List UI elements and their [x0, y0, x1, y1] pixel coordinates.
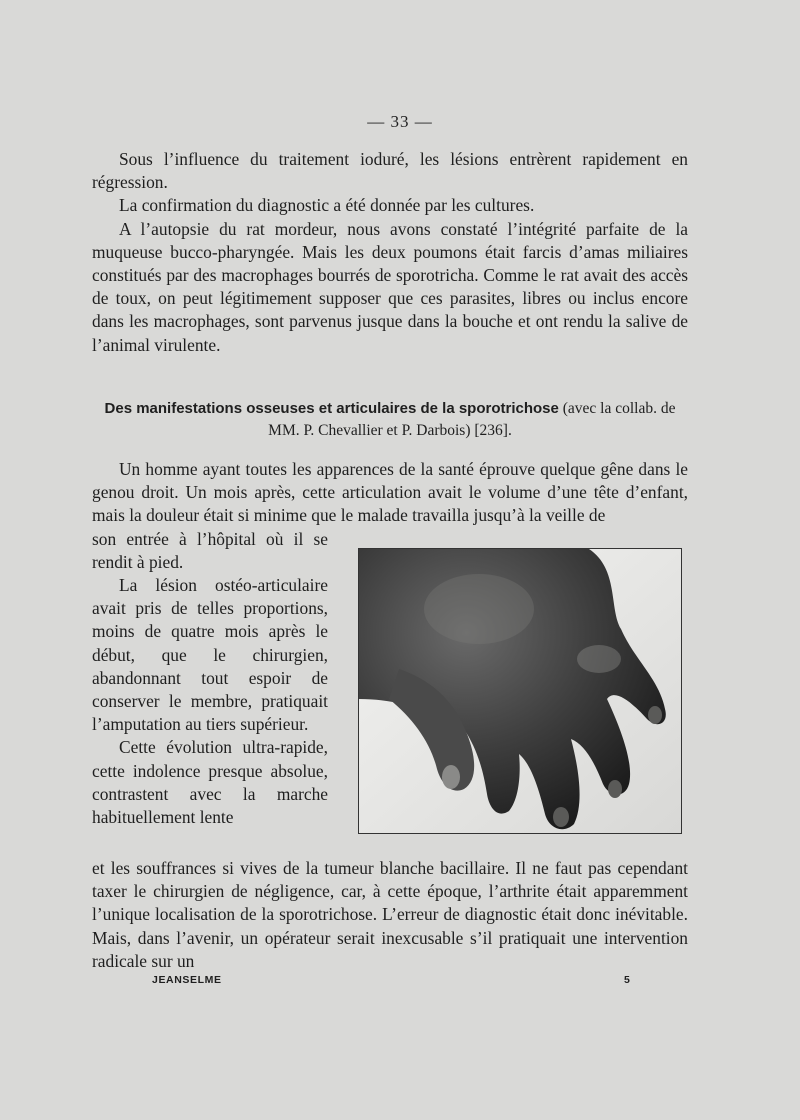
paragraph-autopsy: A l’autopsie du rat mordeur, nous avons constaté l’intégrité parfaite de la muqueuse bucco-pharyngée. Mais les deux poumons était farcis d’amas miliaires constitués par des macrophages bourrés de sporotricha. Comme le rat avait des accès de toux, on peut légitimement supposer que ces parasites, libres ou inclus encore dans les macrophages, sont parvenus jusque dans la bouche et ont rendu la salive de l’animal virulente. [92, 218, 688, 355]
fingernail [553, 807, 569, 827]
page-number: — 33 — [367, 112, 433, 131]
paragraph-lesion: La lésion ostéo-articulaire avait pris de telles proportions, moins de quatre mois après le début, que le chirurgien, abandonnant tout espoir de conserver le membre, pratiquait l’amputation au tiers supérieur. [92, 575, 328, 735]
section-byline: (avec la collab. de MM. P. Chevallier et P. Darbois) [236]. [268, 400, 676, 439]
skin-highlight [424, 574, 534, 644]
fingernail [648, 706, 662, 724]
hand-photograph [358, 548, 682, 834]
paragraph-cultures: La confirmation du diagnostic a été donnée par les cultures. [119, 195, 535, 216]
narrow-column [92, 528, 328, 830]
section-title: Des manifestations osseuses et articulaires de la sporotrichose [104, 400, 559, 417]
skin-highlight [577, 645, 621, 673]
paragraph-evolution-continued: et les souffrances si vives de la tumeur blanche bacillaire. Il ne faut pas cependant taxer le chirurgien de négligence, car, à cette époque, l’arthrite était apparemment l’unique localisation de la sporotrichose. L’erreur de diagnostic était donc inévitable. Mais, dans l’avenir, un opérateur serait inexcusable s’il pratiquait une intervention radicale sur un [92, 858, 688, 971]
paragraph-evolution: Cette évolution ultra-rapide, cette indolence presque absolue, contrastent avec la marche habituellement lente [92, 737, 328, 828]
intro-text [92, 148, 688, 357]
footer-signature: 5 [624, 974, 631, 986]
footer-author: JEANSELME [152, 974, 222, 986]
paragraph-patient: Un homme ayant toutes les apparences de la santé éprouve quelque gêne dans le genou droit. Un mois après, cette articulation avait le volume d’une tête d’enfant, mais la douleur était si minime que le malade travailla jusqu’à la veille de [92, 459, 688, 526]
paragraph-patient-continued: son entrée à l’hôpital où il se rendit à pied. [92, 528, 328, 572]
fingernail [608, 780, 622, 798]
section-text-lower [92, 857, 688, 973]
paragraph-treatment: Sous l’influence du traitement ioduré, les lésions entrèrent rapidement en régression. [92, 149, 688, 193]
hand-illustration [359, 549, 681, 833]
section-heading [92, 398, 688, 442]
thumb-nail [442, 765, 460, 789]
